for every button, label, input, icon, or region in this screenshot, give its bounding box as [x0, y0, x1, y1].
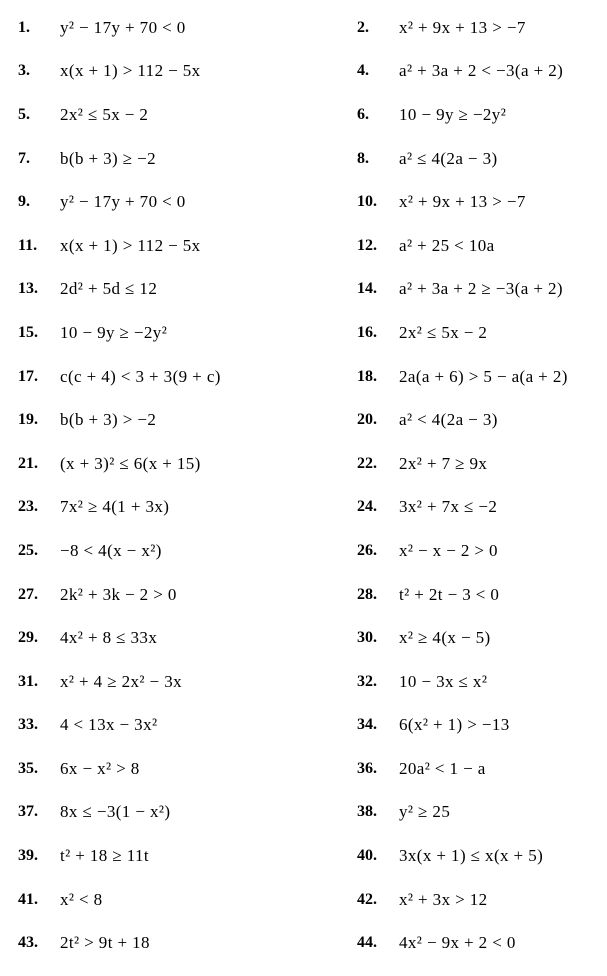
problem-number: 24. — [357, 498, 377, 516]
problem-item — [357, 616, 602, 660]
problem-inequality: 4 < 13x − 3x² — [60, 715, 158, 735]
problem-number: 16. — [357, 323, 377, 341]
problem-number: 28. — [357, 585, 377, 603]
problem-number: 36. — [357, 759, 377, 777]
problem-number: 25. — [18, 541, 38, 559]
problem-number: 35. — [18, 759, 38, 777]
problem-row — [0, 573, 607, 617]
problem-number: 9. — [18, 193, 30, 211]
problem-inequality: b(b + 3) > −2 — [60, 410, 157, 430]
problem-item — [357, 398, 602, 442]
problem-item — [357, 137, 602, 181]
problem-row — [0, 137, 607, 181]
problem-item — [18, 180, 318, 224]
problem-inequality: 3x² + 7x ≤ −2 — [399, 497, 498, 517]
problem-number: 26. — [357, 541, 377, 559]
problem-number: 37. — [18, 803, 38, 821]
problem-inequality: y² − 17y + 70 < 0 — [60, 192, 186, 212]
problem-row — [0, 616, 607, 660]
problem-item — [18, 6, 318, 50]
problem-item — [357, 442, 602, 486]
problem-number: 32. — [357, 672, 377, 690]
problem-item — [357, 834, 602, 878]
problem-item — [18, 921, 318, 965]
problem-number: 23. — [18, 498, 38, 516]
problem-item — [18, 486, 318, 530]
problem-number: 10. — [357, 193, 377, 211]
problem-number: 22. — [357, 454, 377, 472]
problem-item — [18, 398, 318, 442]
problem-item — [18, 747, 318, 791]
problem-inequality: 20a² < 1 − a — [399, 758, 486, 778]
problem-inequality: (x + 3)² ≤ 6(x + 15) — [60, 453, 201, 473]
problem-item — [357, 791, 602, 835]
problem-number: 11. — [18, 236, 38, 254]
problem-row — [0, 834, 607, 878]
problem-grid — [0, 6, 607, 965]
problem-number: 6. — [357, 105, 369, 123]
problem-inequality: 2k² + 3k − 2 > 0 — [60, 584, 177, 604]
problem-item — [357, 180, 602, 224]
problem-inequality: 2x² + 7 ≥ 9x — [399, 453, 488, 473]
problem-inequality: 4x² − 9x + 2 < 0 — [399, 933, 516, 953]
problem-item — [357, 878, 602, 922]
problem-number: 33. — [18, 716, 38, 734]
problem-number: 7. — [18, 149, 30, 167]
problem-inequality: 7x² ≥ 4(1 + 3x) — [60, 497, 170, 517]
problem-number: 5. — [18, 105, 30, 123]
problem-inequality: 2x² ≤ 5x − 2 — [60, 104, 149, 124]
problem-inequality: 10 − 9y ≥ −2y² — [60, 322, 168, 342]
problem-item — [18, 791, 318, 835]
problem-number: 4. — [357, 62, 369, 80]
problem-row — [0, 355, 607, 399]
problem-item — [357, 573, 602, 617]
problem-item — [18, 442, 318, 486]
problem-inequality: 8x ≤ −3(1 − x²) — [60, 802, 171, 822]
problem-number: 17. — [18, 367, 38, 385]
problem-number: 38. — [357, 803, 377, 821]
problem-number: 27. — [18, 585, 38, 603]
problem-item — [18, 704, 318, 748]
problem-inequality: x(x + 1) > 112 − 5x — [60, 61, 201, 81]
problem-number: 29. — [18, 629, 38, 647]
problem-row — [0, 268, 607, 312]
problem-number: 18. — [357, 367, 377, 385]
problem-item — [357, 529, 602, 573]
problem-inequality: x² + 9x + 13 > −7 — [399, 192, 526, 212]
problem-inequality: −8 < 4(x − x²) — [60, 540, 162, 560]
problem-inequality: b(b + 3) ≥ −2 — [60, 148, 157, 168]
problem-item — [18, 268, 318, 312]
problem-item — [357, 6, 602, 50]
problem-item — [357, 660, 602, 704]
problem-item — [357, 224, 602, 268]
problem-row — [0, 921, 607, 965]
problem-inequality: y² ≥ 25 — [399, 802, 451, 822]
problem-item — [18, 224, 318, 268]
problem-item — [357, 747, 602, 791]
problem-row — [0, 660, 607, 704]
problem-inequality: t² + 2t − 3 < 0 — [399, 584, 500, 604]
problem-inequality: x² + 9x + 13 > −7 — [399, 17, 526, 37]
problem-item — [18, 573, 318, 617]
problem-inequality: c(c + 4) < 3 + 3(9 + c) — [60, 366, 221, 386]
problem-item — [357, 311, 602, 355]
problem-number: 19. — [18, 411, 38, 429]
problem-row — [0, 486, 607, 530]
problem-number: 40. — [357, 847, 377, 865]
problem-row — [0, 791, 607, 835]
problem-inequality: 2a(a + 6) > 5 − a(a + 2) — [399, 366, 568, 386]
problem-number: 20. — [357, 411, 377, 429]
problem-row — [0, 180, 607, 224]
problem-item — [18, 50, 318, 94]
problem-item — [18, 529, 318, 573]
problem-row — [0, 224, 607, 268]
problem-row — [0, 6, 607, 50]
problem-item — [18, 137, 318, 181]
problem-inequality: x² + 3x > 12 — [399, 889, 488, 909]
problem-inequality: 6(x² + 1) > −13 — [399, 715, 510, 735]
problem-number: 21. — [18, 454, 38, 472]
problem-item — [18, 834, 318, 878]
problem-inequality: x² < 8 — [60, 889, 103, 909]
problem-number: 14. — [357, 280, 377, 298]
problem-item — [357, 921, 602, 965]
problem-row — [0, 442, 607, 486]
problem-number: 30. — [357, 629, 377, 647]
problem-item — [357, 355, 602, 399]
problem-row — [0, 878, 607, 922]
problem-row — [0, 50, 607, 94]
problem-row — [0, 93, 607, 137]
problem-item — [357, 486, 602, 530]
problem-inequality: a² ≤ 4(2a − 3) — [399, 148, 498, 168]
problem-number: 39. — [18, 847, 38, 865]
problem-item — [18, 311, 318, 355]
problem-number: 43. — [18, 934, 38, 952]
problem-item — [18, 616, 318, 660]
problem-inequality: x² ≥ 4(x − 5) — [399, 628, 491, 648]
problem-number: 15. — [18, 323, 38, 341]
problem-row — [0, 311, 607, 355]
problem-number: 3. — [18, 62, 30, 80]
problem-item — [18, 93, 318, 137]
problem-item — [357, 50, 602, 94]
problem-row — [0, 747, 607, 791]
problem-inequality: a² + 3a + 2 ≥ −3(a + 2) — [399, 279, 563, 299]
problem-inequality: 2d² + 5d ≤ 12 — [60, 279, 158, 299]
problem-number: 34. — [357, 716, 377, 734]
problem-inequality: 10 − 9y ≥ −2y² — [399, 104, 507, 124]
problem-number: 13. — [18, 280, 38, 298]
problem-number: 2. — [357, 18, 369, 36]
problem-item — [357, 268, 602, 312]
problem-item — [18, 878, 318, 922]
problem-row — [0, 704, 607, 748]
problem-number: 44. — [357, 934, 377, 952]
problem-number: 42. — [357, 890, 377, 908]
problem-inequality: 6x − x² > 8 — [60, 758, 140, 778]
problem-inequality: a² < 4(2a − 3) — [399, 410, 498, 430]
problem-inequality: 4x² + 8 ≤ 33x — [60, 628, 158, 648]
problem-inequality: 10 − 3x ≤ x² — [399, 671, 488, 691]
problem-item — [18, 355, 318, 399]
problem-row — [0, 398, 607, 442]
problem-inequality: y² − 17y + 70 < 0 — [60, 17, 186, 37]
problem-inequality: 3x(x + 1) ≤ x(x + 5) — [399, 846, 544, 866]
problem-item — [18, 660, 318, 704]
problem-inequality: x² − x − 2 > 0 — [399, 540, 498, 560]
problem-item — [357, 93, 602, 137]
problem-item — [357, 704, 602, 748]
problem-number: 41. — [18, 890, 38, 908]
problem-inequality: a² + 3a + 2 < −3(a + 2) — [399, 61, 564, 81]
problem-inequality: x² + 4 ≥ 2x² − 3x — [60, 671, 182, 691]
problem-inequality: 2x² ≤ 5x − 2 — [399, 322, 488, 342]
problem-number: 31. — [18, 672, 38, 690]
problem-inequality: 2t² > 9t + 18 — [60, 933, 150, 953]
problem-number: 8. — [357, 149, 369, 167]
problem-number: 12. — [357, 236, 377, 254]
problem-inequality: a² + 25 < 10a — [399, 235, 495, 255]
problem-row — [0, 529, 607, 573]
problem-number: 1. — [18, 18, 30, 36]
problem-inequality: x(x + 1) > 112 − 5x — [60, 235, 201, 255]
problem-inequality: t² + 18 ≥ 11t — [60, 846, 150, 866]
